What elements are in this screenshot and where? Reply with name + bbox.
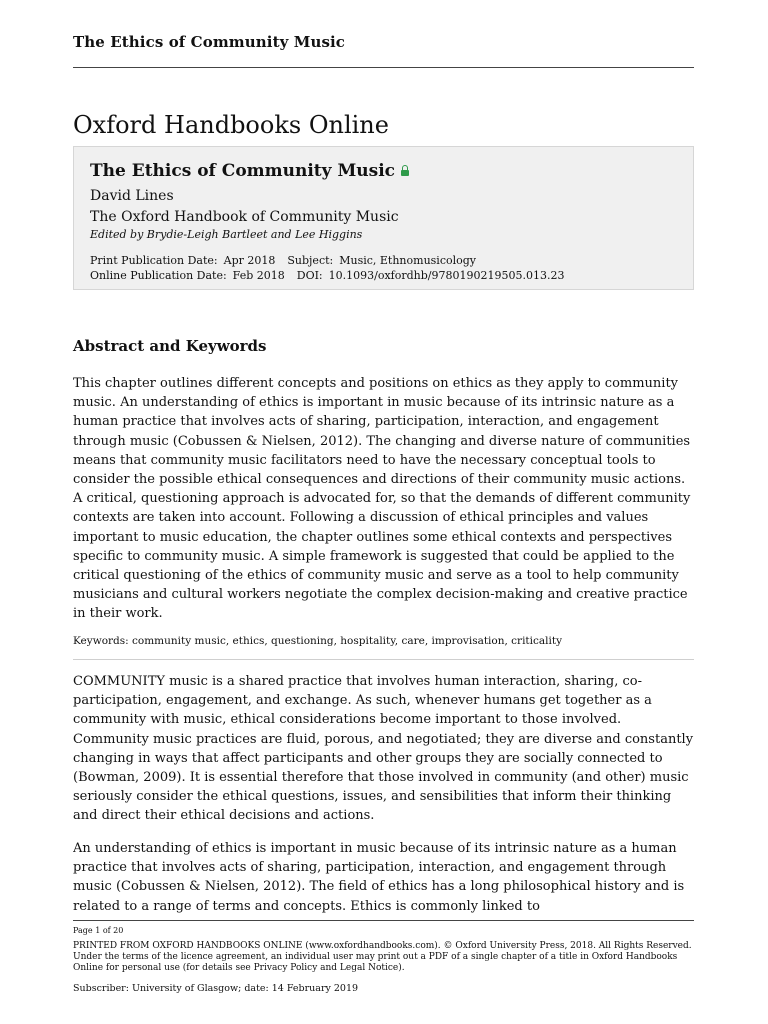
print-pub-label: Print Publication Date: [90, 254, 218, 267]
body-paragraph: An understanding of ethics is important in music because of its intrinsic nature as a human practice that involves acts of sharing, participation, interaction, and engagement through music (Cobussen & Nielsen, 2012). The field of ethics has a long philosophical history and is related to a range of terms and concepts. Ethics is commonly linked to [73, 841, 685, 914]
keywords: Keywords: community music, ethics, questioning, hospitality, care, improvisation, criticality [73, 635, 563, 647]
page-number: Page 1 of 20 [73, 926, 124, 935]
open-access-lock-icon [401, 165, 409, 177]
handbook-title-link[interactable]: The Oxford Handbook of Community Music [90, 209, 399, 225]
chapter-title-text: The Ethics of Community Music [90, 161, 396, 181]
chapter-title [90, 159, 677, 183]
abstract-text: This chapter outlines different concepts and positions on ethics as they apply to community music. An understanding of ethics is important in music because of its intrinsic nature as a human practice that involves acts of sharing, participation, interaction, and engagement through music (Cobussen & Nielsen, 2012). The changing and diverse nature of communities means that community music facilitators need to have the necessary conceptual tools to consider the possible ethical consequences and directions of their community music actions. A critical, questioning approach is advocated for, so that the demands of different community contexts are taken into account. Following a discussion of ethical principles and values important to music education, the chapter outlines some ethical contexts and perspectives specific to community music. A simple framework is suggested that could be applied to the critical questioning of the ethics of community music and serve as a tool to help community musicians and cultural workers negotiate the complex decision-making and creative practice in their work. [73, 376, 691, 622]
print-pub-value: Apr 2018 [223, 254, 276, 267]
pubinfo-line-2 [90, 268, 677, 283]
abstract-heading: Abstract and Keywords [73, 337, 267, 355]
section-divider [73, 659, 694, 660]
pubinfo-line-1 [90, 253, 677, 268]
doi-value[interactable]: 10.1093/oxfordhb/9780190219505.013.23 [328, 269, 565, 282]
doi-label: DOI: [296, 269, 323, 282]
copyright-notice: PRINTED FROM OXFORD HANDBOOKS ONLINE (www.oxfordhandbooks.com). © Oxford University Press, 2018. All Rights Reserved. Under the terms of the licence agreement, an individual user may print out a PDF of a single chapter of a title in Oxford Handbooks Online for personal use (for details see Privacy Policy and Legal Notice). [73, 941, 692, 973]
online-pub-value: Feb 2018 [232, 269, 285, 282]
footer-rule [73, 920, 694, 921]
publication-info [90, 253, 677, 283]
online-pub-label: Online Publication Date: [90, 269, 227, 282]
chapter-info-box [73, 146, 694, 290]
author-link[interactable]: David Lines [90, 188, 174, 204]
header-rule [73, 67, 694, 68]
subject-label: Subject: [287, 254, 334, 267]
running-head: The Ethics of Community Music [73, 33, 346, 51]
subject-value[interactable]: Music, Ethnomusicology [339, 254, 476, 267]
brand-title: Oxford Handbooks Online [73, 111, 389, 139]
subscriber-info: Subscriber: University of Glasgow; date: 14 February 2019 [73, 983, 359, 994]
body-paragraph: COMMUNITY music is a shared practice that involves human interaction, sharing, co-participation, engagement, and exchange. As such, whenever humans get together as a community with music, ethical considerations become important to those involved. Community music practices are fluid, porous, and negotiated; they are diverse and constantly changing in ways that affect participants and other groups they are socially connected to (Bowman, 2009). It is essential therefore that those involved in community (and other) music seriously consider the ethical questions, issues, and sensibilities that inform their thinking and direct their ethical decisions and actions. [73, 674, 694, 824]
editors: Edited by Brydie-Leigh Bartleet and Lee Higgins [90, 228, 363, 241]
